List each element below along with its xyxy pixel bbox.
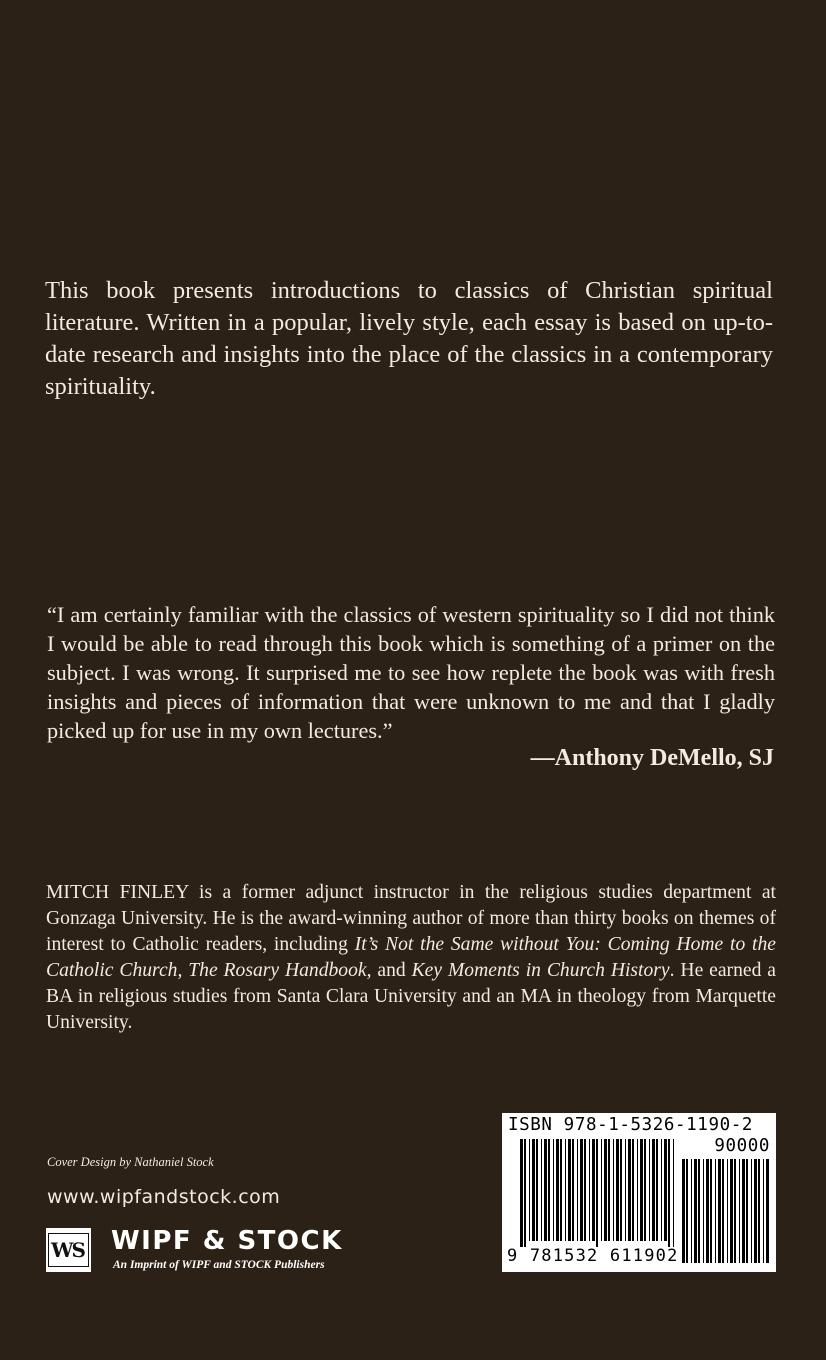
barcode-bar [560,1139,562,1241]
barcode-bar [589,1139,590,1241]
barcode-bar [668,1139,670,1247]
barcode-bar [710,1159,712,1263]
endorsement-quote: “I am certainly familiar with the classics of western spirituality so I did not think I would be able to read through this book which is something of a primer on the subject. I was wrong. It surprised me to see how replete the book was with fresh insights and pieces of information that were unknown to me and that I gladly picked up for use in my own lectures.” [47,602,775,743]
barcode-bar [664,1139,667,1241]
barcode-bar [754,1159,757,1263]
price-code-text: 90000 [714,1136,770,1156]
barcode-bar [758,1159,760,1263]
barcode-bar [694,1159,697,1263]
barcode-bar [734,1159,736,1263]
bio-text-2: and [371,960,412,981]
author-bio [46,880,776,1036]
barcode-bar [520,1139,523,1247]
barcode-bar [739,1159,740,1263]
barcode-bar [572,1139,574,1241]
bio-book-titles: It’s Not the Same without You: Coming Home to the Catholic Church, The Rosary Handbook, [46,934,776,981]
barcode-bar [742,1159,745,1263]
barcode-bar [652,1139,655,1241]
barcode-bar [730,1159,733,1263]
isbn-text: ISBN 978-1-5326-1190-2 [508,1115,753,1135]
publisher-logo-text: WS [48,1233,89,1267]
cover-design-credit: Cover Design by Nathaniel Stock [47,1155,214,1169]
barcode-bar [763,1159,764,1263]
barcode-bar [556,1139,559,1241]
barcode-bar [640,1139,643,1241]
barcode-bar [727,1159,728,1263]
barcode-bar [673,1139,674,1247]
bio-text-1: MITCH FINLEY is a former adjunct instructor in the religious studies department at Gonzaga University. He is the award-winning author of more than thirty books on themes of interest to Catholic readers, including [46,882,776,955]
barcode-bar [682,1159,685,1263]
barcode-bar [604,1139,607,1241]
barcode-bar [620,1139,622,1241]
barcode-bar [766,1159,769,1263]
barcode-bar [529,1139,530,1241]
barcode-bar [532,1139,535,1241]
barcode-bar [541,1139,542,1241]
barcode-bar [632,1139,634,1241]
barcode-bar [698,1159,700,1263]
barcode-bar [649,1139,650,1241]
publisher-tagline: An Imprint of WIPF and STOCK Publishers [113,1259,325,1271]
barcode-bar [601,1139,602,1241]
barcode-bar [715,1159,716,1263]
barcode-bar [553,1139,554,1241]
barcode-bar [691,1159,692,1263]
barcode-bar [722,1159,724,1263]
barcode-bar [628,1139,631,1241]
barcode-bar [703,1159,704,1263]
endorsement-attribution: —Anthony DeMello, SJ [530,745,774,771]
barcode-bar [686,1159,688,1263]
barcode-bar [584,1139,586,1241]
barcode-bar [536,1139,538,1241]
barcode-bar [613,1139,614,1241]
barcode-bar [616,1139,619,1241]
barcode-bar [608,1139,610,1241]
barcode-bar [637,1139,638,1241]
barcode-bar [544,1139,547,1241]
barcode-bar [706,1159,709,1263]
barcode-bar [656,1139,658,1241]
barcode-bar [568,1139,571,1241]
publisher-name: WIPF & STOCK [111,1226,343,1256]
barcode-bar [625,1139,626,1241]
barcode-bar [548,1139,550,1241]
barcode-bar [751,1159,752,1263]
bio-book-title: Key Moments in Church History [411,960,670,981]
barcode-bar [746,1159,748,1263]
barcode-bar [596,1139,598,1247]
back-cover-blurb: This book presents introductions to classics of Christian spiritual literature. Written in a popular, lively style, each essay is based on up-to-date research and insights into the place of the classics in a contemporary spirituality. [45,277,773,400]
barcode-bar [580,1139,583,1241]
barcode-bar [592,1139,595,1241]
barcode-bar [644,1139,646,1241]
bio-text-3: . He earned a BA in religious studies from Santa Clara University and an MA in theology from Marquette University. [46,960,776,1033]
barcode-bar [577,1139,578,1241]
barcode-bar [661,1139,662,1241]
ean-digits-text: 9 781532 611902 [507,1246,679,1266]
barcode-bar [718,1159,721,1263]
isbn-barcode [502,1113,776,1272]
barcode-bar [524,1139,526,1247]
publisher-website: www.wipfandstock.com [47,1186,281,1208]
publisher-logo-icon [46,1228,91,1272]
barcode-bar [565,1139,566,1241]
